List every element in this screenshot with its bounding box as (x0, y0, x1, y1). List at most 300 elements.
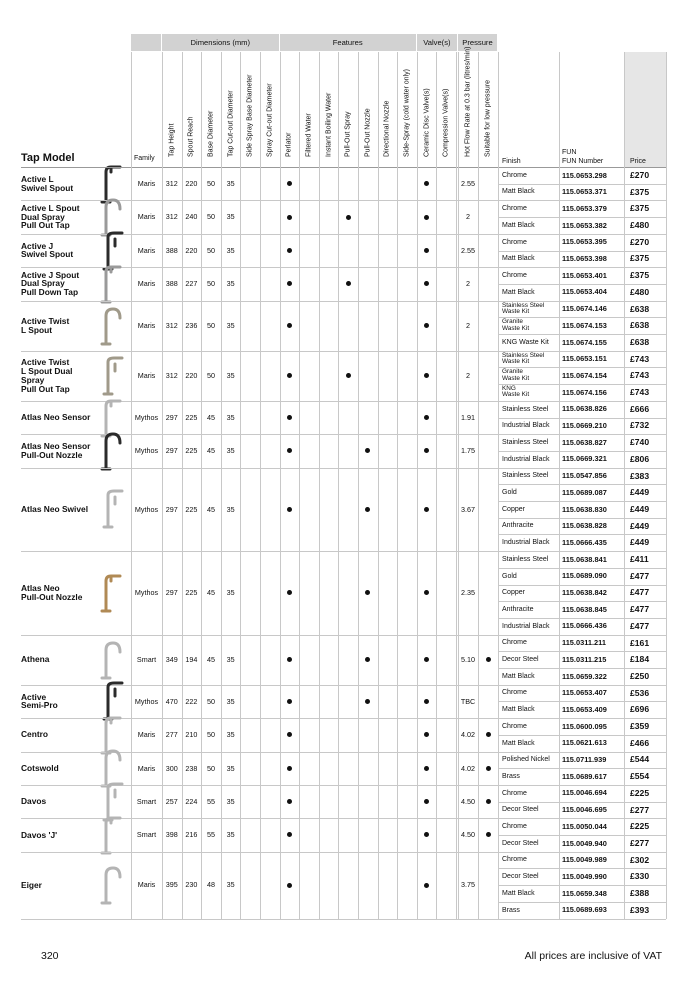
feature-dot-ceramic (417, 401, 437, 434)
faucet-image (96, 356, 126, 401)
feature-dot-perlator (280, 818, 300, 851)
tap-model-name: Active J Swivel Spout (21, 240, 74, 260)
finish-cell: Chrome (502, 823, 527, 831)
feature-dot-ceramic (417, 818, 437, 851)
column-header-label: Directional Nozzle (383, 100, 391, 157)
feature-dot (287, 657, 292, 662)
price-cell: £184 (630, 654, 650, 665)
dimension-cell: 210 (185, 730, 198, 740)
tap-model-name: Centro (21, 729, 48, 740)
fun-number-cell: 115.0653.404 (562, 287, 607, 297)
price-cell: £743 (630, 353, 650, 364)
price-cell: £375 (630, 270, 650, 281)
feature-dot-ceramic (417, 852, 437, 919)
column-divider (338, 52, 339, 919)
fun-number-cell: 115.0050.044 (562, 821, 607, 831)
feature-dot (365, 699, 370, 704)
feature-dot-perlator (280, 685, 300, 718)
variant-divider (498, 768, 666, 769)
dimension-cell: 398 (165, 830, 178, 840)
price-cell: £740 (630, 437, 650, 448)
feature-dot (424, 883, 429, 888)
flow-rate-cell: 3.75 (461, 880, 475, 890)
fun-number-cell: 115.0049.989 (562, 855, 607, 865)
dimension-cell: 238 (185, 763, 198, 773)
feature-dot-perlator (280, 234, 300, 267)
variant-divider (498, 334, 666, 335)
column-divider (478, 52, 479, 919)
finish-cell: Granite Waste Kit (502, 368, 530, 382)
feature-dot-pullout_spray (338, 267, 358, 300)
column-divider (358, 52, 359, 919)
finish-cell: Stainless Steel (502, 438, 549, 446)
dimension-cell: 35 (226, 279, 235, 289)
feature-dot-ceramic (417, 785, 437, 818)
dimension-cell: 35 (226, 880, 235, 890)
fun-number-cell: 115.0653.407 (562, 688, 607, 698)
dimension-cell: 35 (226, 212, 235, 222)
dimension-cell: 50 (206, 245, 215, 255)
feature-dot (287, 373, 292, 378)
faucet-image (96, 489, 126, 534)
fun-number-cell: 115.0689.617 (562, 771, 607, 781)
feature-dot-ceramic (417, 200, 437, 233)
finish-cell: Industrial Black (502, 622, 550, 630)
flow-rate-cell: 4.50 (461, 830, 475, 840)
column-header (458, 46, 478, 166)
column-header (358, 52, 378, 166)
dimension-cell: 50 (206, 179, 215, 189)
fun-number-cell: 115.0689.090 (562, 571, 607, 581)
dimension-cell: 50 (206, 320, 215, 330)
feature-dot-low_pressure (478, 635, 498, 685)
finish-cell: Matt Black (502, 255, 535, 263)
feature-dot (424, 323, 429, 328)
flow-rate-cell: 4.02 (461, 730, 475, 740)
feature-dot-low_pressure (478, 718, 498, 751)
price-cell: £806 (630, 453, 650, 464)
feature-dot (346, 215, 351, 220)
finish-cell: Matt Black (502, 706, 535, 714)
family-cell: Mythos (134, 412, 159, 422)
feature-dot (287, 248, 292, 253)
dimension-cell: 45 (206, 504, 215, 514)
fun-number-cell: 115.0046.695 (562, 805, 607, 815)
variant-divider (498, 284, 666, 285)
column-divider (417, 52, 418, 919)
family-cell: Mythos (134, 696, 159, 706)
finish-cell: Chrome (502, 171, 527, 179)
tap-model-name: Athena (21, 654, 50, 665)
family-cell: Maris (137, 179, 156, 189)
family-cell: Mythos (134, 588, 159, 598)
finish-cell: Copper (502, 505, 525, 513)
dimension-cell: 35 (226, 696, 235, 706)
fun-number-cell: 115.0638.845 (562, 604, 607, 614)
finish-cell: Decor Steel (502, 656, 539, 664)
feature-dot (287, 507, 292, 512)
faucet-image (96, 640, 126, 685)
family-cell: Mythos (134, 446, 159, 456)
flow-rate-cell: 1.75 (461, 446, 475, 456)
column-header (182, 52, 202, 166)
tap-model-name: Davos 'J' (21, 829, 58, 840)
price-cell: £375 (630, 253, 650, 264)
dimension-cell: 277 (165, 730, 178, 740)
variant-divider (498, 735, 666, 736)
feature-dot-perlator (280, 635, 300, 685)
dimension-cell: 55 (206, 796, 215, 806)
family-cell: Mythos (134, 504, 159, 514)
price-cell: £393 (630, 904, 650, 915)
fun-number-cell: 115.0621.613 (562, 738, 607, 748)
dimension-cell: 225 (185, 412, 198, 422)
feature-dot-ceramic (417, 234, 437, 267)
column-header-label: Tap Cut-out Diameter (227, 90, 235, 157)
dimension-cell: 395 (165, 880, 178, 890)
variant-divider (498, 534, 666, 535)
finish-header: Finish (502, 158, 521, 165)
dimension-cell: 230 (185, 880, 198, 890)
variant-divider (498, 902, 666, 903)
finish-cell: Matt Black (502, 672, 535, 680)
fun-number-cell: 115.0653.298 (562, 170, 607, 180)
finish-cell: Decor Steel (502, 806, 539, 814)
variant-divider (498, 251, 666, 252)
feature-dot (424, 181, 429, 186)
feature-dot (287, 448, 292, 453)
tap-model-name: Active Twist L Spout (21, 315, 70, 335)
feature-dot (287, 590, 292, 595)
dimension-cell: 220 (185, 179, 198, 189)
finish-cell: Decor Steel (502, 873, 539, 881)
flow-rate-cell: 4.50 (461, 796, 475, 806)
finish-cell: Polished Nickel (502, 756, 550, 764)
tap-model-name: Active Semi-Pro (21, 691, 58, 711)
finish-cell: Stainless Steel Waste Kit (502, 351, 545, 366)
dimension-cell: 297 (165, 446, 178, 456)
group-header-valves: Valve(s) (417, 34, 458, 51)
column-header-label: Compression Valve(s) (442, 88, 450, 157)
dimension-cell: 45 (206, 446, 215, 456)
variant-divider (498, 217, 666, 218)
dimension-cell: 50 (206, 212, 215, 222)
feature-dot (424, 799, 429, 804)
fun-number-cell: 115.0638.826 (562, 404, 607, 414)
column-divider (456, 52, 457, 919)
dimension-cell: 35 (226, 588, 235, 598)
variant-divider (498, 484, 666, 485)
column-header (240, 52, 260, 166)
column-header (162, 52, 182, 166)
feature-dot (346, 373, 351, 378)
column-divider (666, 52, 667, 919)
finish-cell: Chrome (502, 689, 527, 697)
feature-dot (424, 699, 429, 704)
price-cell: £270 (630, 236, 650, 247)
variant-divider (498, 367, 666, 368)
variant-divider (498, 518, 666, 519)
price-cell: £330 (630, 871, 650, 882)
family-cell: Maris (137, 212, 156, 222)
column-divider (221, 52, 222, 919)
feature-dot (365, 448, 370, 453)
flow-rate-cell: 5.10 (461, 654, 475, 664)
family-header: Family (134, 155, 155, 162)
feature-dot-pullout_spray (338, 200, 358, 233)
flow-rate-cell: 2.55 (461, 245, 475, 255)
variant-divider (498, 585, 666, 586)
finish-cell: Chrome (502, 238, 527, 246)
fun-number-cell: 115.0638.841 (562, 554, 607, 564)
feature-dot-ceramic (417, 167, 437, 200)
dimension-cell: 50 (206, 279, 215, 289)
column-divider (458, 52, 459, 919)
feature-dot-perlator (280, 468, 300, 552)
finish-cell: Brass (502, 906, 520, 914)
fun-number-cell: 115.0674.153 (562, 320, 607, 330)
group-header-pressure: Pressure (458, 34, 498, 51)
finish-cell: Anthracite (502, 522, 534, 530)
feature-dot-perlator (280, 785, 300, 818)
dimension-cell: 35 (226, 763, 235, 773)
feature-dot (287, 832, 292, 837)
price-cell: £302 (630, 854, 650, 865)
fun-number-cell: 115.0674.154 (562, 370, 607, 380)
fun-number-cell: 115.0689.693 (562, 905, 607, 915)
finish-cell: Brass (502, 772, 520, 780)
column-divider (280, 52, 281, 919)
finish-cell: Industrial Black (502, 455, 550, 463)
dimension-cell: 35 (226, 796, 235, 806)
feature-dot-ceramic (417, 434, 437, 467)
price-cell: £554 (630, 771, 650, 782)
feature-dot-perlator (280, 551, 300, 635)
feature-dot (424, 507, 429, 512)
column-header (299, 52, 319, 166)
feature-dot-pullout_nozzle (358, 468, 378, 552)
variant-divider (498, 501, 666, 502)
column-header-label: Suitable for low pressure (484, 79, 492, 157)
tap-model-name: Atlas Neo Sensor Pull-Out Nozzle (21, 441, 91, 460)
variant-divider (498, 651, 666, 652)
dimension-cell: 35 (226, 371, 235, 381)
fun-number-cell: 115.0674.155 (562, 337, 607, 347)
dimension-cell: 50 (206, 371, 215, 381)
feature-dot-perlator (280, 752, 300, 785)
fun-number-cell: 115.0653.395 (562, 237, 607, 247)
column-header-label: Side-Spray (cold water only) (403, 69, 411, 157)
feature-dot-pullout_nozzle (358, 434, 378, 467)
column-header-label: Hot Flow Rate at 0.3 bar (litres/min) (464, 46, 472, 157)
feature-dot-perlator (280, 200, 300, 233)
feature-dot (424, 766, 429, 771)
feature-dot (486, 799, 491, 804)
feature-dot-perlator (280, 401, 300, 434)
dimension-cell: 222 (185, 696, 198, 706)
family-cell: Smart (136, 654, 157, 664)
feature-dot (486, 766, 491, 771)
family-cell: Maris (137, 371, 156, 381)
tap-model-header: Tap Model (21, 152, 75, 164)
feature-dot-ceramic (417, 551, 437, 635)
finish-cell: Chrome (502, 789, 527, 797)
feature-dot-low_pressure (478, 752, 498, 785)
feature-dot-ceramic (417, 635, 437, 685)
fun-number-cell: 115.0311.215 (562, 654, 607, 664)
price-cell: £225 (630, 821, 650, 832)
column-header-label: Spout Reach (187, 116, 195, 157)
fun-number-cell: 115.0311.211 (562, 638, 606, 648)
column-header-label: Base Diameter (207, 110, 215, 157)
fun-number-cell: 115.0674.146 (562, 304, 607, 314)
fun-header: FUN (562, 149, 577, 156)
dimension-cell: 297 (165, 504, 178, 514)
feature-dot-perlator (280, 434, 300, 467)
feature-dot (346, 281, 351, 286)
dimension-cell: 45 (206, 654, 215, 664)
column-header (319, 52, 339, 166)
dimension-cell: 35 (226, 830, 235, 840)
column-divider (240, 52, 241, 919)
fun-number-cell: 115.0638.842 (562, 588, 607, 598)
column-header-label: Pull-Out Spray (344, 111, 352, 157)
finish-cell: KNG Waste Kit (502, 385, 530, 399)
price-cell: £449 (630, 503, 650, 514)
dimension-cell: 225 (185, 588, 198, 598)
variant-divider (498, 317, 666, 318)
feature-dot-perlator (280, 351, 300, 401)
dimension-cell: 349 (165, 654, 178, 664)
tap-model-name: Active J Spout Dual Spray Pull Down Tap (21, 269, 80, 298)
finish-cell: Industrial Black (502, 422, 550, 430)
column-header (221, 52, 241, 166)
feature-dot (424, 415, 429, 420)
dimension-cell: 225 (185, 446, 198, 456)
vat-note: All prices are inclusive of VAT (524, 950, 662, 962)
column-divider (559, 52, 560, 919)
fun-number-cell: 115.0638.830 (562, 504, 607, 514)
variant-divider (498, 885, 666, 886)
price-cell: £743 (630, 370, 650, 381)
dimension-cell: 227 (185, 279, 198, 289)
price-cell: £743 (630, 387, 650, 398)
feature-dot (287, 699, 292, 704)
finish-cell: Stainless Steel (502, 405, 549, 413)
dimension-cell: 35 (226, 245, 235, 255)
tap-model-name: Atlas Neo Pull-Out Nozzle (21, 583, 83, 602)
column-divider (201, 52, 202, 919)
feature-dot (365, 657, 370, 662)
feature-dot (424, 657, 429, 662)
dimension-cell: 45 (206, 588, 215, 598)
variant-divider (498, 418, 666, 419)
fun-number-cell: 115.0666.436 (562, 621, 607, 631)
tap-model-name: Atlas Neo Swivel (21, 503, 89, 514)
dimension-cell: 257 (165, 796, 178, 806)
finish-cell: Matt Black (502, 221, 535, 229)
dimension-cell: 50 (206, 696, 215, 706)
fun-number-cell: 115.0653.379 (562, 203, 607, 213)
column-header (378, 52, 398, 166)
variant-divider (498, 618, 666, 619)
fun-number-cell: 115.0659.322 (562, 671, 607, 681)
feature-dot (424, 448, 429, 453)
column-divider (436, 52, 437, 919)
tap-model-name: Active L Spout Dual Spray Pull Out Tap (21, 202, 80, 231)
price-cell: £375 (630, 203, 650, 214)
dimension-cell: 35 (226, 179, 235, 189)
column-divider (299, 52, 300, 919)
finish-cell: Matt Black (502, 739, 535, 747)
price-cell: £383 (630, 470, 650, 481)
column-header-label: Spray Cut-out Diameter (266, 83, 274, 157)
finish-cell: Matt Black (502, 188, 535, 196)
dimension-cell: 50 (206, 763, 215, 773)
price-cell: £449 (630, 487, 650, 498)
finish-cell: Chrome (502, 639, 527, 647)
fun-number-cell: 115.0049.990 (562, 871, 607, 881)
feature-dot (486, 732, 491, 737)
price-cell: £277 (630, 837, 650, 848)
column-divider (378, 52, 379, 919)
finish-cell: Chrome (502, 856, 527, 864)
flow-rate-cell: 2 (466, 320, 470, 330)
feature-dot (486, 832, 491, 837)
family-cell: Maris (137, 763, 156, 773)
variant-divider (498, 802, 666, 803)
finish-cell: Stainless Steel Waste Kit (502, 301, 545, 315)
column-header-label: Ceramic Disc Valve(s) (423, 88, 431, 157)
feature-dot-pullout_nozzle (358, 685, 378, 718)
feature-dot (287, 215, 292, 220)
finish-cell: Stainless Steel (502, 555, 549, 563)
feature-dot (287, 281, 292, 286)
feature-dot (287, 415, 292, 420)
price-cell: £277 (630, 804, 650, 815)
feature-dot-ceramic (417, 301, 437, 351)
fun-number-cell: 115.0547.856 (562, 471, 607, 481)
feature-dot-perlator (280, 718, 300, 751)
dimension-cell: 55 (206, 830, 215, 840)
tap-model-name: Atlas Neo Sensor (21, 412, 91, 423)
dimension-cell: 216 (185, 830, 198, 840)
feature-dot (424, 732, 429, 737)
fun-number-cell: 115.0669.210 (562, 421, 607, 431)
row-divider (21, 919, 666, 920)
variant-divider (498, 868, 666, 869)
fun-number-cell: 115.0653.371 (562, 187, 607, 197)
feature-dot (365, 590, 370, 595)
finish-cell: Chrome (502, 271, 527, 279)
finish-cell: Anthracite (502, 605, 534, 613)
column-divider (131, 52, 132, 919)
dimension-cell: 312 (165, 371, 178, 381)
feature-dot (424, 281, 429, 286)
column-header (478, 52, 498, 166)
finish-cell: Chrome (502, 722, 527, 730)
group-header-features: Features (280, 34, 417, 51)
fun-number-cell: 115.0638.827 (562, 437, 607, 447)
feature-dot-perlator (280, 301, 300, 351)
flow-rate-cell: 3.67 (461, 504, 475, 514)
family-cell: Maris (137, 245, 156, 255)
column-header (397, 52, 417, 166)
fun-number-cell: 115.0046.694 (562, 788, 607, 798)
finish-cell: Matt Black (502, 288, 535, 296)
dimension-cell: 35 (226, 320, 235, 330)
price-cell: £225 (630, 787, 650, 798)
